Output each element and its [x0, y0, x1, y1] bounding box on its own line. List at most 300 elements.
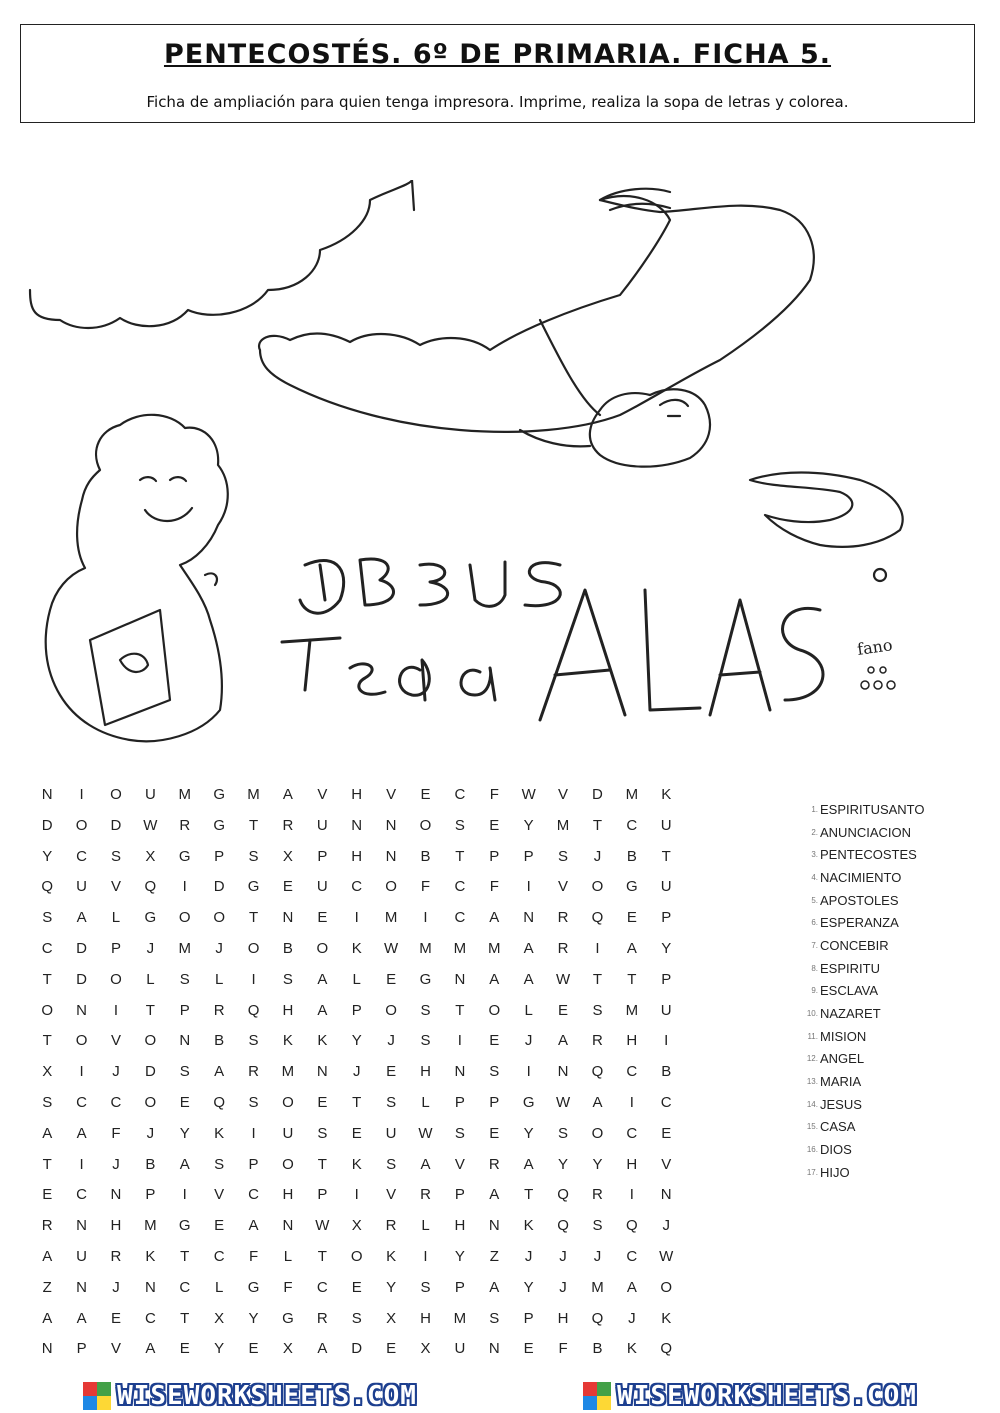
grid-letter: N	[385, 816, 397, 834]
grid-letter: E	[214, 1217, 225, 1235]
grid-letter: R	[420, 1186, 431, 1204]
grid-letter: T	[180, 1309, 190, 1327]
logo-square	[83, 1382, 97, 1396]
grid-letter: U	[660, 1001, 672, 1019]
word-text: ESPIRITU	[820, 960, 880, 976]
grid-letter: B	[145, 1155, 156, 1173]
coloring-illustration	[20, 180, 980, 760]
cloud-drawing	[30, 180, 414, 328]
grid-letter: U	[454, 1340, 466, 1358]
grid-letter: X	[145, 847, 156, 865]
grid-letter: E	[351, 1124, 362, 1142]
grid-letter: R	[385, 1217, 397, 1235]
word-number: 7 .	[790, 941, 818, 950]
grid-letter: T	[661, 847, 671, 865]
grid-letter: P	[661, 970, 672, 988]
grid-letter: L	[352, 970, 361, 988]
grid-letter: I	[629, 1186, 634, 1204]
word-list-item	[790, 1116, 925, 1139]
grid-letter: N	[488, 1340, 500, 1358]
grid-letter: E	[626, 909, 637, 927]
grid-letter: R	[316, 1309, 328, 1327]
grid-letter: V	[558, 786, 569, 803]
grid-letter: R	[557, 939, 569, 957]
grid-letter: V	[558, 878, 569, 896]
grid-letter: A	[523, 939, 534, 957]
grid-letter: J	[524, 1032, 533, 1050]
grid-letter: M	[625, 786, 639, 803]
grid-letter: A	[317, 1001, 328, 1019]
word-number: 12 .	[790, 1054, 818, 1063]
grid-letter: Q	[660, 1340, 673, 1358]
grid-letter: T	[248, 816, 259, 834]
lettering-jesus	[300, 559, 560, 613]
word-text: ESCLAVA	[820, 983, 879, 999]
grid-letter: I	[354, 1186, 359, 1204]
grid-letter: P	[317, 1186, 328, 1204]
grid-letter: P	[179, 1001, 190, 1019]
word-number: 10 .	[790, 1009, 818, 1018]
word-text: JESUS	[820, 1096, 862, 1112]
grid-letter: O	[144, 1093, 157, 1111]
grid-letter: N	[488, 1217, 500, 1235]
grid-letter: V	[110, 878, 121, 896]
grid-letter: S	[454, 1124, 465, 1142]
grid-letter: K	[282, 1032, 293, 1050]
grid-letter: K	[386, 1247, 397, 1265]
grid-letter: I	[457, 1032, 462, 1050]
grid-letter: I	[595, 939, 600, 957]
grid-letter: D	[592, 786, 603, 803]
page-title: PENTECOSTÉS. 6º DE PRIMARIA. FICHA 5.	[163, 39, 832, 70]
grid-letter: Z	[42, 1278, 52, 1296]
grid-letter: K	[661, 1309, 672, 1327]
grid-letter: G	[626, 878, 638, 896]
grid-letter: S	[420, 1032, 431, 1050]
grid-letter: A	[214, 1063, 225, 1081]
wise-logo-icon	[83, 1382, 111, 1410]
grid-letter: J	[146, 939, 155, 957]
grid-letter: L	[283, 1247, 293, 1265]
grid-letter: N	[454, 1063, 466, 1081]
word-list-item	[790, 1025, 925, 1048]
grid-letter: F	[420, 878, 431, 896]
grid-letter: S	[42, 909, 53, 927]
grid-letter: E	[179, 1340, 190, 1358]
grid-letter: R	[488, 1155, 500, 1173]
grid-letter: H	[454, 1217, 466, 1235]
grid-letter: G	[213, 786, 225, 803]
grid-letter: A	[179, 1155, 190, 1173]
grid-letter: D	[110, 816, 122, 834]
grid-letter: K	[145, 1247, 156, 1265]
grid-letter: Q	[557, 1186, 569, 1204]
grid-letter: I	[79, 1063, 84, 1081]
grid-letter: D	[76, 970, 87, 988]
grid-letter: J	[146, 1124, 155, 1142]
logo-square	[97, 1382, 111, 1396]
grid-letter: Q	[591, 1309, 604, 1327]
word-list-item	[790, 934, 925, 957]
word-number: 11 .	[790, 1032, 818, 1041]
grid-letter: P	[454, 1278, 465, 1296]
grid-letter: U	[76, 1247, 87, 1265]
grid-letter: C	[248, 1186, 259, 1204]
grid-letter: A	[42, 1247, 53, 1265]
grid-letter: A	[523, 1155, 534, 1173]
grid-letter: K	[523, 1217, 534, 1235]
grid-letter: C	[110, 1093, 122, 1111]
grid-letter: H	[626, 1032, 638, 1050]
logo-square	[83, 1396, 97, 1410]
grid-letter: R	[213, 1001, 225, 1019]
grid-letter: O	[213, 909, 225, 927]
grid-letter: T	[317, 1155, 327, 1173]
grid-letter: K	[214, 1124, 225, 1142]
grid-letter: T	[627, 970, 637, 988]
grid-letter: D	[213, 878, 225, 896]
grid-letter: P	[351, 1001, 362, 1019]
grid-letter: I	[423, 1247, 428, 1265]
grid-letter: P	[248, 1155, 259, 1173]
grid-letter: M	[144, 1217, 157, 1235]
grid-letter: S	[282, 970, 293, 988]
grid-letter: A	[317, 970, 328, 988]
grid-letter: T	[248, 909, 259, 927]
word-list-item	[790, 957, 925, 980]
grid-letter: A	[558, 1032, 569, 1050]
grid-letter: E	[317, 909, 328, 927]
grid-letter: Y	[42, 847, 53, 865]
grid-letter: X	[420, 1340, 431, 1358]
grid-letter: A	[76, 1309, 87, 1327]
grid-letter: E	[661, 1124, 672, 1142]
grid-letter: R	[110, 1247, 122, 1265]
grid-letter: V	[110, 1340, 121, 1358]
grid-letter: P	[489, 847, 500, 865]
grid-letter: E	[282, 878, 293, 896]
grid-letter: I	[664, 1032, 669, 1050]
word-list-item	[790, 798, 925, 821]
word-list-item	[790, 866, 925, 889]
grid-letter: O	[316, 939, 329, 957]
grid-letter: N	[76, 1001, 87, 1019]
grid-letter: L	[146, 970, 155, 988]
grid-letter: W	[555, 1093, 571, 1111]
grid-letter: H	[626, 1155, 638, 1173]
grid-letter: V	[386, 1186, 397, 1204]
word-number: 14 .	[790, 1100, 818, 1109]
grid-letter: T	[42, 1032, 52, 1050]
grid-letter: L	[214, 970, 224, 988]
wise-logo-icon	[583, 1382, 611, 1410]
word-text: ESPERANZA	[820, 915, 899, 931]
grid-letter: C	[454, 878, 466, 896]
grid-letter: U	[660, 878, 672, 896]
grid-letter: O	[591, 1124, 604, 1142]
word-list-item	[790, 1161, 925, 1184]
word-text: APOSTOLES	[820, 892, 899, 908]
grid-letter: E	[179, 1093, 190, 1111]
grid-letter: A	[248, 1217, 259, 1235]
grid-letter: O	[282, 1155, 294, 1173]
word-text: CASA	[820, 1119, 856, 1135]
grid-letter: E	[351, 1278, 362, 1296]
grid-letter: A	[626, 1278, 637, 1296]
grid-letter: M	[488, 939, 501, 957]
grid-letter: N	[76, 1278, 87, 1296]
grid-letter: E	[42, 1186, 53, 1204]
grid-letter: Y	[214, 1340, 225, 1358]
grid-letter: O	[144, 1032, 157, 1050]
grid-letter: N	[41, 786, 53, 803]
grid-letter: O	[41, 1001, 54, 1019]
grid-letter: M	[556, 816, 570, 834]
grid-letter: C	[626, 1124, 638, 1142]
word-text: CONCEBIR	[820, 937, 889, 953]
grid-letter: C	[41, 939, 53, 957]
grid-letter: S	[351, 1309, 362, 1327]
grid-letter: O	[110, 786, 122, 803]
grid-letter: A	[42, 1124, 53, 1142]
grid-letter: M	[591, 1278, 604, 1296]
grid-letter: K	[351, 939, 362, 957]
small-wing	[750, 473, 903, 547]
grid-letter: W	[315, 1217, 330, 1235]
grid-letter: R	[557, 909, 569, 927]
grid-letter: Y	[523, 1124, 534, 1142]
grid-letter: N	[76, 1217, 87, 1235]
grid-letter: H	[351, 786, 363, 803]
grid-letter: E	[523, 1340, 534, 1358]
word-number: 9 .	[790, 986, 818, 995]
word-text: NAZARET	[820, 1006, 881, 1022]
grid-letter: H	[420, 1309, 431, 1327]
grid-letter: E	[420, 786, 431, 803]
grid-letter: E	[386, 970, 397, 988]
grid-letter: Z	[489, 1247, 499, 1265]
grid-letter: C	[454, 786, 466, 803]
grid-letter: O	[247, 939, 260, 957]
word-list-item	[790, 1093, 925, 1116]
grid-letter: U	[316, 816, 328, 834]
grid-letter: C	[626, 1063, 638, 1081]
grid-letter: Q	[213, 1093, 225, 1111]
grid-letter: A	[145, 1340, 156, 1358]
word-list-item	[790, 821, 925, 844]
grid-letter: T	[455, 1001, 465, 1019]
grid-letter: X	[386, 1309, 397, 1327]
grid-letter: G	[282, 1309, 294, 1327]
grid-letter: Y	[523, 816, 534, 834]
grid-letter: C	[454, 909, 466, 927]
grid-letter: P	[661, 909, 672, 927]
grid-letter: X	[282, 1340, 293, 1358]
grid-letter: P	[145, 1186, 156, 1204]
grid-letter: E	[489, 816, 500, 834]
grid-letter: O	[385, 1001, 397, 1019]
grid-letter: K	[351, 1155, 362, 1173]
word-list-item	[790, 889, 925, 912]
grid-letter: S	[558, 1124, 569, 1142]
grid-letter: E	[489, 1032, 500, 1050]
grid-letter: J	[559, 1278, 567, 1296]
grid-letter: M	[625, 1001, 639, 1019]
grid-letter: T	[592, 970, 603, 988]
grid-letter: U	[316, 878, 328, 896]
grid-letter: C	[660, 1093, 672, 1111]
word-list-item	[790, 1070, 925, 1093]
grid-letter: A	[626, 939, 637, 957]
grid-letter: S	[248, 847, 259, 865]
grid-letter: T	[592, 816, 603, 834]
word-text: DIOS	[820, 1142, 852, 1158]
grid-letter: C	[179, 1278, 191, 1296]
logo-square	[597, 1396, 611, 1410]
caption-te: Te	[300, 725, 302, 726]
grid-letter: W	[143, 816, 158, 834]
footer-watermark	[0, 1378, 1000, 1413]
word-number: 16 .	[790, 1145, 818, 1154]
grid-letter: E	[489, 1124, 500, 1142]
grid-letter: A	[76, 909, 87, 927]
grid-letter: L	[421, 1093, 430, 1111]
logo-square	[597, 1382, 611, 1396]
grid-letter: N	[179, 1032, 191, 1050]
grid-letter: C	[76, 1093, 87, 1111]
brand-left	[0, 1378, 500, 1413]
grid-letter: A	[523, 970, 534, 988]
grid-letter: M	[178, 939, 191, 957]
grid-letter: G	[178, 847, 191, 865]
grid-letter: C	[316, 1278, 328, 1296]
grid-letter: P	[110, 939, 121, 957]
grid-letter: A	[489, 970, 500, 988]
grid-letter: I	[113, 1001, 119, 1019]
caption-da: da	[440, 725, 442, 726]
grid-letter: Y	[592, 1155, 603, 1173]
grid-letter: I	[79, 1155, 84, 1173]
grid-letter: C	[626, 1247, 638, 1265]
grid-letter: T	[317, 1247, 327, 1265]
word-list	[790, 798, 925, 1184]
word-search-grid	[30, 780, 683, 1365]
page-subtitle: Ficha de ampliación para quien tenga impresora. Imprime, realiza la sopa de letras y colorea.	[146, 93, 849, 111]
grid-letter: E	[558, 1001, 569, 1019]
grid-letter: F	[489, 878, 499, 896]
grid-letter: Q	[591, 1063, 604, 1081]
grid-letter: C	[76, 847, 87, 865]
grid-letter: G	[247, 1278, 260, 1296]
grid-letter: T	[524, 1186, 534, 1204]
grid-letter: R	[592, 1032, 603, 1050]
grid-letter: Y	[351, 1032, 362, 1050]
grid-letter: B	[282, 939, 293, 957]
grid-letter: H	[282, 1001, 294, 1019]
grid-letter: S	[214, 1155, 225, 1173]
grid-letter: O	[660, 1278, 673, 1296]
grid-letter: H	[351, 847, 363, 865]
grid-letter: N	[41, 1340, 53, 1358]
grid-letter: T	[145, 1001, 155, 1019]
grid-letter: Q	[557, 1217, 569, 1235]
grid-letter: E	[317, 1093, 328, 1111]
caption-jesus: JESÚS	[400, 540, 403, 541]
word-list-item	[790, 980, 925, 1003]
grid-letter: J	[112, 1155, 120, 1173]
grid-letter: S	[179, 1063, 190, 1081]
grid-letter: Q	[591, 909, 604, 927]
grid-letter: P	[317, 847, 328, 865]
grid-letter: D	[76, 939, 87, 957]
word-number: 15 .	[790, 1122, 818, 1131]
grid-letter: S	[248, 1093, 259, 1111]
brand-text-right: WISEWORKSHEETS.COM	[617, 1380, 917, 1411]
grid-letter: G	[247, 878, 260, 896]
grid-letter: J	[112, 1278, 120, 1296]
grid-letter: J	[662, 1217, 670, 1235]
grid-letter: E	[386, 1340, 397, 1358]
grid-letter: J	[112, 1063, 120, 1081]
grid-letter: E	[110, 1309, 121, 1327]
grid-letter: G	[144, 909, 157, 927]
grid-letter: A	[317, 1340, 328, 1358]
grid-letter: O	[488, 1001, 501, 1019]
grid-letter: S	[454, 816, 465, 834]
header-box	[20, 24, 975, 123]
word-list-item	[790, 1138, 925, 1161]
wing-drawing	[259, 196, 814, 432]
grid-letter: J	[628, 1309, 636, 1327]
grid-letter: N	[351, 816, 363, 834]
grid-letter: J	[215, 939, 223, 957]
word-text: HIJO	[820, 1164, 850, 1180]
word-text: MARIA	[820, 1074, 862, 1090]
grid-letter: W	[384, 939, 399, 957]
brand-text-left: WISEWORKSHEETS.COM	[117, 1380, 417, 1411]
word-number: 6 .	[790, 918, 818, 927]
grid-letter: N	[144, 1278, 156, 1296]
grid-letter: Y	[558, 1155, 569, 1173]
grid-letter: P	[523, 847, 534, 865]
grid-letter: D	[351, 1340, 363, 1358]
word-number: 5 .	[790, 896, 818, 905]
grid-letter: P	[454, 1093, 465, 1111]
grid-letter: T	[352, 1093, 362, 1111]
grid-letter: B	[661, 1063, 672, 1081]
grid-letter: P	[214, 847, 225, 865]
grid-letter: T	[455, 847, 465, 865]
logo-square	[97, 1396, 111, 1410]
grid-letter: O	[178, 909, 191, 927]
word-list-item	[790, 843, 925, 866]
grid-letter: P	[454, 1186, 465, 1204]
grid-letter: L	[421, 1217, 430, 1235]
grid-letter: X	[282, 847, 293, 865]
grid-letter: I	[526, 1063, 531, 1081]
grid-letter: A	[489, 1186, 500, 1204]
grid-letter: O	[75, 816, 88, 834]
grid-letter: U	[144, 786, 156, 803]
grid-letter: N	[523, 909, 535, 927]
grid-letter: O	[75, 1032, 88, 1050]
grid-letter: A	[420, 1155, 431, 1173]
caption-alas: ALAS	[660, 725, 663, 726]
grid-letter: I	[423, 909, 428, 927]
grid-letter: D	[144, 1063, 156, 1081]
grid-letter: Q	[247, 1001, 260, 1019]
grid-letter: E	[386, 1063, 397, 1081]
